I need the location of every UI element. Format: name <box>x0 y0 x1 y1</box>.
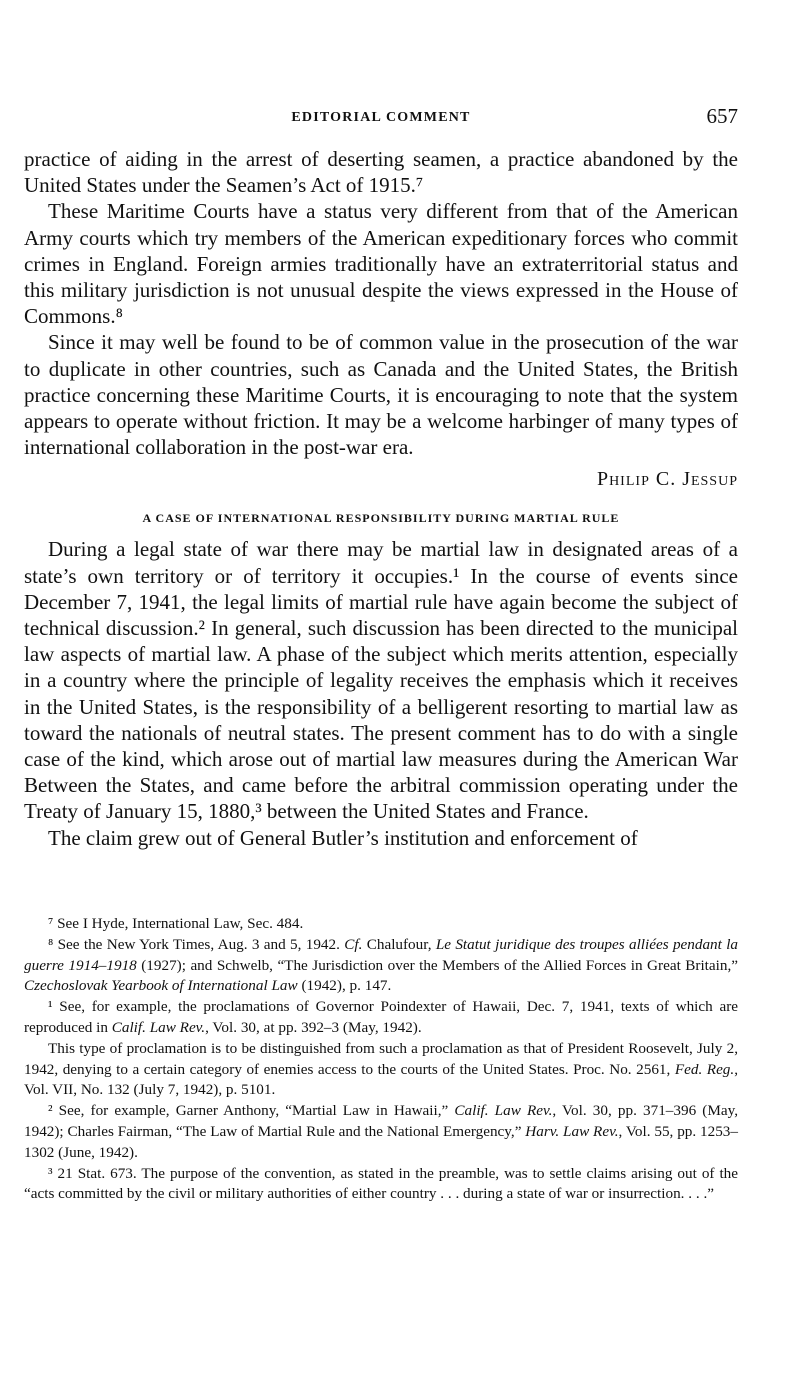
footnote-1b-text-a: This type of proclamation is to be distinguished from such a proclamation as that of President Roosevelt, July 2, 1942, denying to a certain category of enemies access to the courts of the United States. Proc. No. 2561, <box>24 1039 738 1078</box>
article2-title: A CASE OF INTERNATIONAL RESPONSIBILITY DURING MARTIAL RULE <box>142 511 620 526</box>
article2-paragraph-2: The claim grew out of General Butler’s institution and enforcement of <box>48 825 638 850</box>
footnote-8-journal: Czechoslovak Yearbook of International Law <box>24 977 298 995</box>
page-number: 657 <box>706 104 738 128</box>
footnote-8-text-d: (1942), p. 147. <box>297 977 392 995</box>
footnote-2 <box>24 1101 738 1163</box>
article2-paragraph-1: During a legal state of war there may be martial law in designated areas of a state’s own territory or of territory it occupies.¹ In the course of events since December 7, 1941, the legal limits of martial rule have again become the subject of technical discussion.² In general, such discussion has been directed to the municipal law aspects of martial law. A phase of the subject which merits attention, especially in a country where the principle of legality receives the emphasis which it receives in the United States, is the responsibility of a belligerent resorting to martial law as toward the nationals of neutral states. The present comment has to do with a single case of the kind, which arose out of martial law measures during the American War Between the States, and came before the arbitral commission operating under the Treaty of January 15, 1880,³ between the United States and France. <box>24 537 738 824</box>
footnote-1 <box>24 997 738 1039</box>
footnote-2-journal-2: Harv. Law Rev. <box>525 1122 619 1140</box>
footnote-8-text-a: ⁸ See the New York Times, Aug. 3 and 5, 1942. <box>48 935 345 953</box>
footnote-1-journal: Calif. Law Rev. <box>111 1018 206 1036</box>
article1-paragraph-3: Since it may well be found to be of common value in the prosecution of the war to duplicate in other countries, such as Canada and the United States, the British practice concerning these Maritime Courts, it is encouraging to note that the system appears to operate without friction. It may be a welcome harbinger of many types of international collaboration in the post-war era. <box>24 330 738 460</box>
footnotes <box>24 914 738 1205</box>
footnote-1-continuation <box>24 1039 738 1101</box>
footnote-1b-text-b: , Vol. VII, No. 132 (July 7, 1942), p. 5101. <box>24 1060 738 1099</box>
footnote-2-text-c: , Vol. 55, pp. 1253–1302 (June, 1942). <box>24 1122 738 1161</box>
footnote-8-book-title: Le Statut juridique des troupes alliées pendant la guerre 1914–1918 <box>24 935 739 974</box>
footnote-1b-journal: Fed. Reg. <box>674 1060 735 1078</box>
footnote-8-text-c: (1927); and Schwelb, “The Jurisdiction over the Members of the Allied Forces in Great Britain,” <box>136 956 738 974</box>
running-header-title: EDITORIAL COMMENT <box>291 110 471 125</box>
author-signature: Philip C. Jessup <box>596 468 738 491</box>
article1-paragraph-1: practice of aiding in the arrest of deserting seamen, a practice abandoned by the United States under the Seamen’s Act of 1915.⁷ <box>24 147 738 198</box>
footnote-1-text-a: ¹ See, for example, the proclamations of Governor Poindexter of Hawaii, Dec. 7, 1941, texts of which are reproduced in <box>24 998 738 1036</box>
footnote-8-text-b: Chalufour, <box>362 935 436 953</box>
footnote-2-text-b: , Vol. 30, pp. 371–396 (May, 1942); Charles Fairman, “The Law of Martial Rule and the National Emergency,” <box>24 1102 738 1140</box>
footnote-3: ³ 21 Stat. 673. The purpose of the convention, as stated in the preamble, was to settle claims arising out of the “acts committed by the civil or military authorities of either country . . . during a state of war or insurrection. . . .” <box>24 1164 738 1203</box>
footnote-1-text-b: , Vol. 30, at pp. 392–3 (May, 1942). <box>205 1018 422 1036</box>
article1-paragraph-2: These Maritime Courts have a status very different from that of the American Army courts which try members of the American expeditionary forces who commit crimes in England. Foreign armies traditionally have an extraterritorial status and this military jurisdiction is not unusual despite the views expressed in the House of Commons.⁸ <box>24 199 738 329</box>
footnote-8 <box>24 935 738 997</box>
footnote-2-journal-1: Calif. Law Rev. <box>454 1102 553 1120</box>
footnote-8-cf: Cf. <box>344 935 363 953</box>
footnote-7: ⁷ See I Hyde, International Law, Sec. 484. <box>48 915 304 932</box>
body-text <box>24 146 738 851</box>
footnote-2-text-a: ² See, for example, Garner Anthony, “Martial Law in Hawaii,” <box>48 1102 455 1120</box>
running-header <box>24 104 738 134</box>
